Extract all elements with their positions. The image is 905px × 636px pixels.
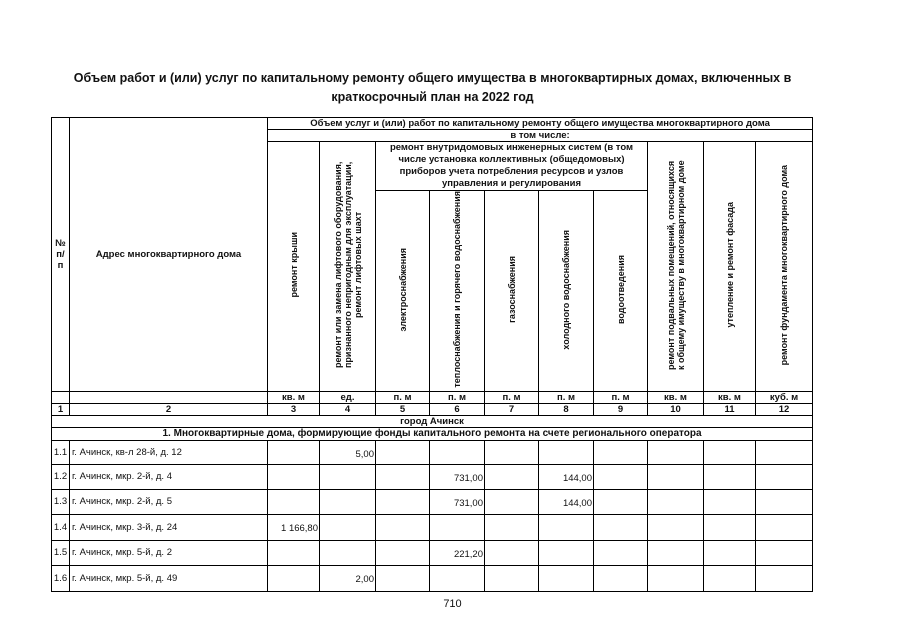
row-value-col-10 [648,464,704,489]
header-col-12-label: ремонт фундамента многоквартирного дома [779,164,790,365]
row-number: 1.1 [52,440,70,464]
row-value-col-11 [704,540,756,565]
col-num-3: 3 [268,403,320,415]
row-value-col-9 [594,514,648,540]
row-address: г. Ачинск, мкр. 3-й, д. 24 [70,514,268,540]
row-value-col-12 [756,540,813,565]
row-value-col-3 [268,464,320,489]
col-num-8: 8 [539,403,594,415]
row-address: г. Ачинск, мкр. 2-й, д. 5 [70,489,268,514]
row-value-col-6: 221,20 [430,540,485,565]
row-value-col-8 [539,440,594,464]
header-col-8-label: холодного водоснабжения [561,229,571,350]
row-value-col-11 [704,565,756,591]
header-row-number [52,118,70,392]
header-col-7 [485,191,539,392]
unit-col-3: кв. м [268,391,320,403]
row-number: 1.6 [52,565,70,591]
row-value-col-4: 5,00 [320,440,376,464]
header-col-4 [320,142,376,392]
row-number: 1.3 [52,489,70,514]
unit-col-6: п. м [430,391,485,403]
unit-col-4: ед. [320,391,376,403]
header-col-11-label: утепление и ремонт фасада [724,202,735,328]
row-value-col-11 [704,514,756,540]
row-value-col-5 [376,565,430,591]
unit-cell-2 [70,391,268,403]
col-num-9: 9 [594,403,648,415]
header-col-3-label: ремонт крыши [288,232,299,298]
unit-col-11: кв. м [704,391,756,403]
row-value-col-3 [268,440,320,464]
row-value-col-7 [485,514,539,540]
unit-col-5: п. м [376,391,430,403]
page-number: 710 [443,598,462,610]
header-col-3 [268,142,320,392]
col-num-2: 2 [70,403,268,415]
capital-repair-table [51,117,813,592]
document-title [40,69,825,107]
header-col-6-label: теплоснабжения и горячего водоснабжения [452,191,462,388]
col-num-5: 5 [376,403,430,415]
row-value-col-10 [648,489,704,514]
row-value-col-11 [704,464,756,489]
row-value-col-3 [268,489,320,514]
row-value-col-5 [376,489,430,514]
row-value-col-5 [376,440,430,464]
table-row [52,489,813,514]
row-value-col-9 [594,489,648,514]
title-line-2: краткосрочный план на 2022 год [331,90,534,104]
table-row [52,440,813,464]
column-numbers-row [52,403,813,415]
row-value-col-10 [648,565,704,591]
row-value-col-5 [376,514,430,540]
unit-cell-1 [52,391,70,403]
row-value-col-9 [594,540,648,565]
row-value-col-8: 144,00 [539,489,594,514]
row-address: г. Ачинск, мкр. 2-й, д. 4 [70,464,268,489]
row-value-col-8 [539,540,594,565]
row-value-col-10 [648,514,704,540]
row-number: 1.5 [52,540,70,565]
table-row [52,565,813,591]
header-including: в том числе: [268,130,813,142]
section-row: 1. Многоквартирные дома, формирующие фонды капитального ремонта на счете регионального оператора [52,427,813,440]
table-row [52,540,813,565]
row-value-col-6: 731,00 [430,464,485,489]
row-value-col-6: 731,00 [430,489,485,514]
row-value-col-7 [485,565,539,591]
header-works-group: Объем услуг и (или) работ по капитальному ремонту общего имущества многоквартирного дома [268,118,813,130]
unit-col-12: куб. м [756,391,813,403]
col-num-1: 1 [52,403,70,415]
header-col-7-label: газоснабжения [506,255,517,323]
table-row [52,464,813,489]
col-num-10: 10 [648,403,704,415]
row-value-col-7 [485,540,539,565]
row-address: г. Ачинск, мкр. 5-й, д. 49 [70,565,268,591]
row-value-col-4: 2,00 [320,565,376,591]
header-col-10-label: ремонт подвальных помещений, относящихся к общему имуществу в многоквартирном доме [665,160,686,370]
table-row [52,514,813,540]
row-value-col-12 [756,464,813,489]
row-value-col-6 [430,565,485,591]
row-value-col-4 [320,489,376,514]
col-num-4: 4 [320,403,376,415]
col-num-12: 12 [756,403,813,415]
row-value-col-6 [430,514,485,540]
header-col-10 [648,142,704,392]
header-address [70,118,268,392]
row-value-col-8 [539,565,594,591]
row-value-col-9 [594,464,648,489]
row-value-col-4 [320,514,376,540]
row-value-col-6 [430,440,485,464]
row-value-col-8 [539,514,594,540]
row-address: г. Ачинск, кв-л 28-й, д. 12 [70,440,268,464]
header-col-4-label: ремонт или замена лифтового оборудования, признанного непригодным для эксплуатации, ремонт лифтовых шахт [332,161,363,369]
row-value-col-5 [376,464,430,489]
row-value-col-3 [268,540,320,565]
header-col-12 [756,142,813,392]
unit-col-9: п. м [594,391,648,403]
row-value-col-3: 1 166,80 [268,514,320,540]
row-value-col-10 [648,540,704,565]
col-num-7: 7 [485,403,539,415]
col-num-6: 6 [430,403,485,415]
row-value-col-4 [320,540,376,565]
row-number: 1.2 [52,464,70,489]
row-value-col-12 [756,440,813,464]
title-line-1: Объем работ и (или) услуг по капитальному ремонту общего имущества в многоквартирных домах, включенных в [73,71,792,85]
row-number: 1.4 [52,514,70,540]
row-value-col-11 [704,489,756,514]
row-value-col-11 [704,440,756,464]
row-value-col-7 [485,464,539,489]
city-row: город Ачинск [52,415,813,427]
header-col-6 [430,191,485,392]
row-value-col-12 [756,565,813,591]
row-value-col-12 [756,514,813,540]
header-col-5-label: электроснабжения [397,247,408,332]
row-value-col-9 [594,565,648,591]
row-value-col-7 [485,489,539,514]
header-address-label: Адрес многоквартирного дома [95,248,242,260]
row-value-col-9 [594,440,648,464]
row-address: г. Ачинск, мкр. 5-й, д. 2 [70,540,268,565]
unit-col-7: п. м [485,391,539,403]
header-col-5 [376,191,430,392]
header-col-9-label: водоотведения [615,254,626,324]
row-value-col-10 [648,440,704,464]
header-col-9 [594,191,648,392]
header-col-8 [539,191,594,392]
unit-col-8: п. м [539,391,594,403]
row-value-col-4 [320,464,376,489]
header-engineering-systems: ремонт внутридомовых инженерных систем (в том числе установка коллективных (общедомовых) приборов учета потребления ресурсов и узлов управления и регулирования [376,142,648,191]
col-num-11: 11 [704,403,756,415]
row-value-col-5 [376,540,430,565]
row-value-col-12 [756,489,813,514]
header-col-11 [704,142,756,392]
row-value-col-7 [485,440,539,464]
header-row-number-label: № п/ п [55,237,66,271]
unit-col-10: кв. м [648,391,704,403]
row-value-col-3 [268,565,320,591]
units-row [52,391,813,403]
row-value-col-8: 144,00 [539,464,594,489]
